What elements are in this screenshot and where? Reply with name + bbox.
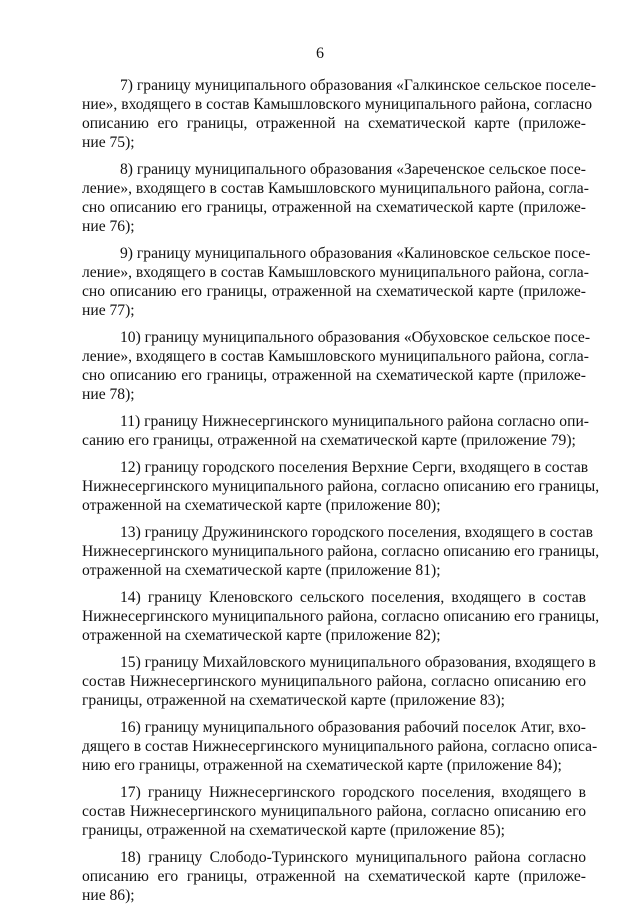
text-line: ние 77); [82, 302, 135, 319]
text-line: состав Нижнесергинского муниципального района, согласно описанию его [82, 803, 586, 820]
text-line: отраженной на схематической карте (приложение 81); [82, 562, 441, 579]
text-line: ние 86); [82, 887, 135, 904]
text-line: отраженной на схематической карте (приложение 80); [82, 497, 441, 514]
text-line: ние 78); [82, 386, 135, 403]
text-line: Нижнесергинского муниципального района, согласно описанию его границы, [82, 608, 600, 625]
text-line: Нижнесергинского муниципального района, согласно описанию его границы, [82, 543, 600, 560]
list-item [82, 848, 586, 905]
text-line: ние 75); [82, 134, 135, 151]
text-line: состав Нижнесергинского муниципального района, согласно описанию его [82, 673, 586, 690]
text-line: сно описанию его границы, отраженной на схематической карте (приложе- [82, 367, 586, 384]
text-line: 18) границу Слободо-Туринского муниципального района согласно [120, 849, 586, 866]
text-line: 7) границу муниципального образования «Галкинское сельское поселе- [120, 77, 597, 94]
list-item [82, 523, 600, 580]
list-item [82, 458, 600, 515]
text-line: отраженной на схематической карте (приложение 82); [82, 627, 441, 644]
text-line: ление», входящего в состав Камышловского муниципального района, согла- [82, 348, 589, 365]
text-line: 14) границу Кленовского сельского поселения, входящего в состав [120, 589, 586, 606]
text-line: 16) границу муниципального образования рабочий поселок Атиг, вхо- [120, 719, 586, 736]
text-line: ние», входящего в состав Камышловского муниципального района, согласно [82, 96, 593, 113]
list-item [82, 412, 589, 450]
text-line: 11) границу Нижнесергинского муниципального района согласно опи- [120, 413, 589, 430]
list-item [82, 653, 596, 710]
list-item [82, 588, 600, 645]
text-line: ние 76); [82, 218, 135, 235]
text-line: 10) границу муниципального образования «Обуховское сельское посе- [120, 329, 591, 346]
text-line: границы, отраженной на схематической карте (приложение 85); [82, 822, 505, 839]
list-item [82, 783, 586, 840]
text-line: сно описанию его границы, отраженной на схематической карте (приложе- [82, 199, 586, 216]
text-line: описанию его границы, отраженной на схематической карте (приложе- [82, 115, 586, 132]
list-item [82, 160, 589, 236]
list-item [82, 328, 591, 404]
text-line: дящего в состав Нижнесергинского муниципального района, согласно описа- [82, 738, 598, 755]
text-line: санию его границы, отраженной на схематической карте (приложение 79); [82, 432, 576, 449]
provision-list [82, 76, 600, 913]
text-line: Нижнесергинского муниципального района, согласно описанию его границы, [82, 478, 600, 495]
page-number: 6 [316, 45, 324, 62]
text-line: 12) границу городского поселения Верхние Серги, входящего в состав [120, 459, 589, 476]
text-line: 17) границу Нижнесергинского городского поселения, входящего в [120, 784, 586, 801]
text-line: границы, отраженной на схематической карте (приложение 83); [82, 692, 505, 709]
list-item [82, 76, 597, 152]
list-item [82, 244, 591, 320]
text-line: 9) границу муниципального образования «Калиновское сельское посе- [120, 245, 591, 262]
text-line: ление», входящего в состав Камышловского муниципального района, согла- [82, 264, 589, 281]
list-item [82, 718, 598, 775]
text-line: ление», входящего в состав Камышловского муниципального района, согла- [82, 180, 589, 197]
text-line: 8) границу муниципального образования «Зареченское сельское посе- [120, 161, 586, 178]
text-line: сно описанию его границы, отраженной на схематической карте (приложе- [82, 283, 586, 300]
text-line: нию его границы, отраженной на схематической карте (приложение 84); [82, 757, 562, 774]
text-line: 13) границу Дружининского городского поселения, входящего в состав [120, 524, 593, 541]
text-line: 15) границу Михайловского муниципального образования, входящего в [120, 654, 596, 671]
text-line: описанию его границы, отраженной на схематической карте (приложе- [82, 868, 586, 885]
